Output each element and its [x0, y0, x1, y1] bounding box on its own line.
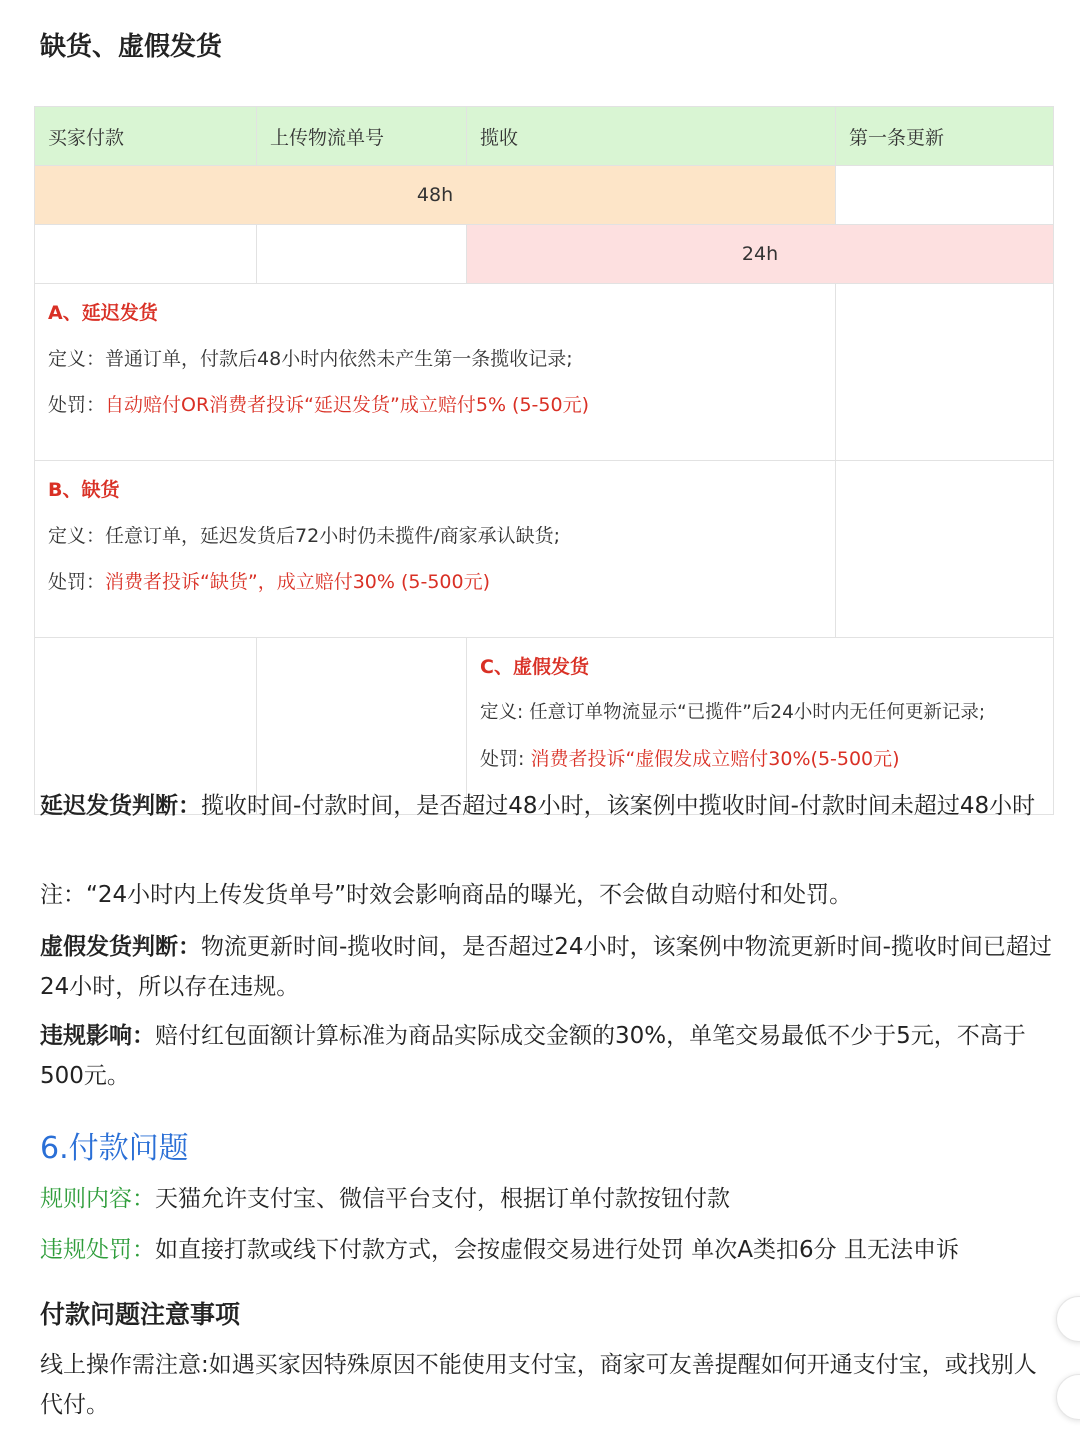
definition-label: 定义： — [48, 525, 106, 547]
header-cell-pickup: 揽收 — [467, 107, 836, 166]
penalty-label: 处罚： — [48, 394, 106, 416]
delay-judgement — [40, 786, 1052, 826]
empty-cell — [836, 166, 1054, 225]
rule-c-definition — [480, 698, 1040, 728]
definition-text: 任意订单物流显示“已揽件”后24小时内无任何更新记录; — [529, 702, 986, 723]
note-paragraph: 注：“24小时内上传发货单号”时效会影响商品的曝光，不会做自动赔付和处罚。 — [40, 882, 853, 908]
floating-action-button[interactable] — [1056, 1374, 1080, 1420]
empty-cell — [836, 284, 1054, 461]
table-row-rule-a — [35, 284, 1054, 461]
delay-judgement-label: 延迟发货判断： — [40, 793, 201, 819]
fake-judgement-label: 虚假发货判断： — [40, 934, 201, 960]
table-row-48h — [35, 166, 1054, 225]
payment-rule — [40, 1179, 1052, 1219]
rule-a-penalty — [48, 390, 822, 420]
definition-text: 任意订单，延迟发货后72小时仍未揽件/商家承认缺货; — [105, 525, 560, 547]
penalty-text: 消费者投诉“缺货”，成立赔付30% (5-500元) — [105, 571, 491, 593]
payment-penalty-label: 违规处罚： — [40, 1237, 155, 1263]
empty-cell — [257, 225, 467, 284]
header-cell-first-update: 第一条更新 — [836, 107, 1054, 166]
payment-rule-label: 规则内容： — [40, 1186, 155, 1212]
definition-label: 定义: — [480, 702, 530, 723]
violation-impact-label: 违规影响： — [40, 1023, 155, 1049]
span-48h: 48h — [35, 166, 836, 225]
payment-penalty-text: 如直接打款或线下付款方式，会按虚假交易进行处罚 单次A类扣6分 且无法申诉 — [155, 1237, 959, 1263]
payment-notice-heading: 付款问题注意事项 — [40, 1300, 241, 1329]
rule-b-definition — [48, 521, 822, 551]
floating-action-button[interactable] — [1056, 1296, 1080, 1342]
page-title: 缺货、虚假发货 — [40, 32, 223, 62]
definition-label: 定义： — [48, 348, 106, 370]
rule-a-definition — [48, 344, 822, 374]
penalty-text: 消费者投诉“虚假发成立赔付30%(5-500元) — [530, 748, 900, 770]
table-row-rule-b — [35, 461, 1054, 638]
penalty-label: 处罚: — [480, 748, 531, 770]
rule-a-cell — [35, 284, 836, 461]
rule-table — [34, 106, 1054, 815]
table-header-row — [35, 107, 1054, 166]
header-cell-buyer-pay: 买家付款 — [35, 107, 257, 166]
violation-impact-text: 赔付红包面额计算标准为商品实际成交金额的30%，单笔交易最低不少于5元，不高于500元。 — [40, 1023, 1026, 1089]
definition-text: 普通订单，付款后48小时内依然未产生第一条揽收记录; — [105, 348, 573, 370]
rule-b-title: B、缺货 — [48, 479, 120, 501]
rule-a-title: A、延迟发货 — [48, 302, 158, 324]
rule-b-cell — [35, 461, 836, 638]
empty-cell — [836, 461, 1054, 638]
table-row-24h — [35, 225, 1054, 284]
fake-judgement — [40, 927, 1052, 1007]
section-heading-payment: 6.付款问题 — [40, 1131, 189, 1166]
payment-rule-text: 天猫允许支付宝、微信平台支付，根据订单付款按钮付款 — [155, 1186, 730, 1212]
penalty-label: 处罚： — [48, 571, 106, 593]
rule-b-penalty — [48, 567, 822, 597]
header-cell-upload-tracking: 上传物流单号 — [257, 107, 467, 166]
penalty-text: 自动赔付OR消费者投诉“延迟发货”成立赔付5% (5-50元) — [105, 394, 589, 416]
fake-judgement-text: 物流更新时间-揽收时间，是否超过24小时，该案例中物流更新时间-揽收时间已超过24小时，所以存在违规。 — [40, 934, 1052, 1000]
rule-c-title: C、虚假发货 — [480, 656, 589, 678]
payment-penalty — [40, 1230, 1052, 1270]
empty-cell — [35, 225, 257, 284]
violation-impact — [40, 1016, 1052, 1096]
rule-c-penalty — [480, 744, 1040, 774]
payment-notice-text: 线上操作需注意:如遇买家因特殊原因不能使用支付宝，商家可友善提醒如何开通支付宝，或找别人代付。 — [40, 1352, 1037, 1418]
span-24h: 24h — [467, 225, 1054, 284]
delay-judgement-text: 揽收时间-付款时间，是否超过48小时，该案例中揽收时间-付款时间未超过48小时 — [201, 793, 1036, 819]
